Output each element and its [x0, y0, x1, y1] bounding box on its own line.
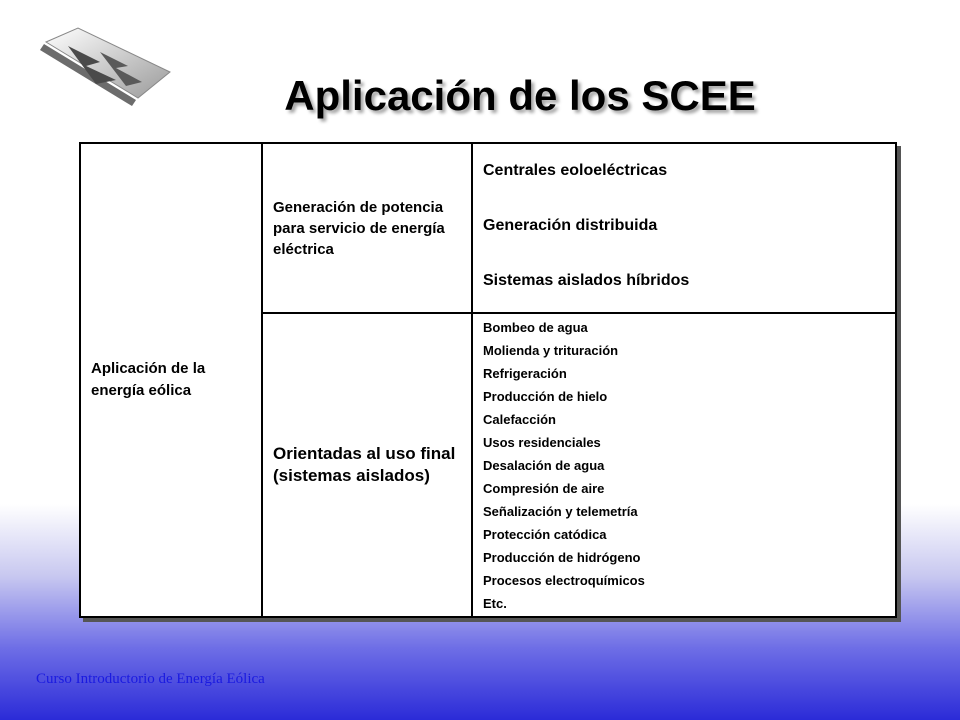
list-item: Centrales eoloeléctricas — [483, 162, 668, 179]
list-item: Señalización y telemetría — [483, 503, 638, 519]
list-item: Generación distribuida — [483, 217, 658, 234]
list-item: Producción de hielo — [483, 388, 608, 404]
generation-list — [483, 159, 885, 297]
end-use-items-cell — [472, 313, 896, 617]
end-use-list — [483, 316, 885, 615]
slide-title: Aplicación de los SCEE — [284, 72, 756, 119]
list-item: Protección catódica — [483, 526, 607, 542]
list-item: Usos residenciales — [483, 434, 601, 450]
list-item: Calefacción — [483, 411, 556, 427]
list-item: Sistemas aislados híbridos — [483, 272, 690, 289]
applications-table — [79, 142, 897, 618]
row-header-cell: Aplicación de la energía eólica — [80, 143, 262, 617]
list-item: Producción de hidrógeno — [483, 549, 641, 565]
end-use-label-cell: Orientadas al uso final (sistemas aislados) — [262, 313, 472, 617]
list-item: Bombeo de agua — [483, 319, 588, 335]
generation-label-cell: Generación de potencia para servicio de energía eléctrica — [262, 143, 472, 313]
list-item: Procesos electroquímicos — [483, 572, 645, 588]
list-item: Refrigeración — [483, 365, 567, 381]
footer-course-name: Curso Introductorio de Energía Eólica — [36, 671, 265, 687]
list-item: Etc. — [483, 595, 507, 611]
list-item: Desalación de agua — [483, 457, 605, 473]
list-item: Compresión de aire — [483, 480, 605, 496]
generation-items-cell — [472, 143, 896, 313]
table-row — [80, 143, 896, 313]
list-item: Molienda y trituración — [483, 342, 619, 358]
